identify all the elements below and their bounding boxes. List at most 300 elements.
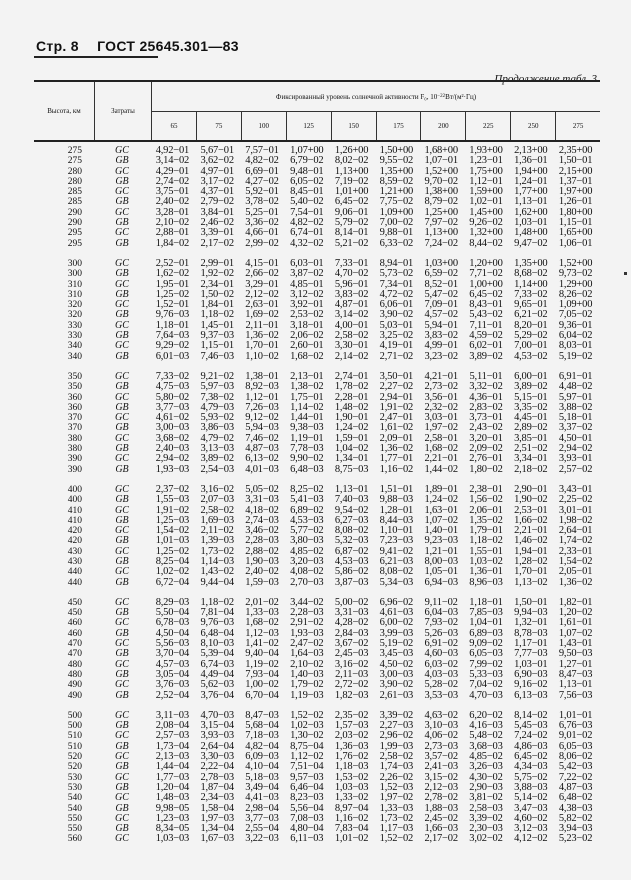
- value-cell: 2,15+00: [558, 165, 593, 177]
- value-cell: 4,97−01: [200, 165, 234, 177]
- altitude-cell: 290: [67, 218, 82, 229]
- value-cell: 1,09+00: [558, 299, 593, 311]
- value-cell: 3,49−04: [245, 781, 279, 793]
- value-cell: 8,25−02: [290, 483, 324, 495]
- value-cell: 1,07+00: [290, 145, 324, 156]
- value-cell: 3,88−03: [514, 781, 548, 793]
- value-cell: 2,94−02: [558, 443, 593, 455]
- value-cell: 1,29+00: [558, 278, 593, 290]
- value-cell: 2,58−02: [379, 751, 414, 763]
- value-cell: 1,04−02: [334, 443, 369, 455]
- value-cell: 2,35+00: [558, 145, 593, 156]
- value-cell: 3,99−03: [379, 627, 414, 639]
- value-cell: 1,76−02: [334, 751, 369, 763]
- cost-cell: GB: [115, 330, 129, 342]
- value-cell: 1,21−01: [424, 545, 458, 557]
- value-cell: 9,09−02: [469, 638, 503, 650]
- value-cell: 5,33−03: [469, 668, 503, 680]
- value-cell: 3,03−01: [424, 412, 458, 424]
- value-cell: 9,01−02: [558, 730, 593, 742]
- altitude-block: [34, 372, 600, 475]
- value-cell: 6,72−04: [155, 576, 190, 588]
- value-cell: 4,53−02: [514, 350, 548, 362]
- column-header-altitude: Высота, км: [34, 82, 95, 140]
- value-cell: 1,12−02: [290, 751, 324, 763]
- value-cell: 1,62+00: [514, 206, 548, 218]
- cost-cell: GB: [115, 720, 129, 732]
- altitude-cell: 360: [67, 392, 82, 403]
- value-cell: 1,92−02: [200, 268, 234, 280]
- cost-cell: GC: [115, 525, 129, 537]
- value-cell: 2,10−02: [290, 658, 324, 670]
- value-cell: 1,03−03: [334, 781, 369, 793]
- value-cell: 2,71−02: [379, 350, 414, 362]
- value-cell: 2,08−04: [155, 720, 190, 732]
- value-cell: 2,99−01: [200, 257, 234, 269]
- value-cell: 7,09−01: [424, 299, 458, 311]
- altitude-cell: 400: [67, 484, 82, 495]
- value-cell: 8,03−01: [558, 340, 593, 352]
- altitude-cell: 320: [67, 310, 82, 321]
- cost-cell: GC: [115, 340, 129, 352]
- value-cell: 8,26−02: [558, 288, 593, 300]
- value-cell: 7,08−03: [290, 812, 324, 824]
- value-cell: 1,77−03: [155, 771, 190, 783]
- value-cell: 6,79−02: [290, 155, 324, 167]
- value-cell: 8,14−02: [514, 709, 548, 721]
- altitude-block: [34, 598, 600, 701]
- value-cell: 4,03−03: [424, 668, 458, 680]
- value-cell: 9,94−03: [514, 607, 548, 619]
- cost-cell: GB: [115, 781, 129, 793]
- value-cell: 7,11−01: [469, 319, 503, 331]
- value-cell: 5,14−02: [514, 792, 548, 804]
- level-headers: [152, 112, 600, 140]
- value-cell: 2,35−02: [334, 709, 369, 721]
- value-cell: 1,07−02: [424, 514, 458, 526]
- value-cell: 7,51−04: [290, 761, 324, 773]
- value-cell: 8,08−02: [334, 525, 369, 537]
- value-cell: 2,22−04: [200, 761, 234, 773]
- value-cell: 3,30−01: [334, 340, 369, 352]
- value-cell: 3,15−04: [200, 720, 234, 732]
- value-cell: 6,59−02: [424, 268, 458, 280]
- value-cell: 9,70−02: [424, 175, 458, 187]
- value-cell: 1,82−03: [334, 689, 369, 701]
- value-cell: 1,13−01: [334, 483, 369, 495]
- altitude-cell: 280: [67, 166, 82, 177]
- value-cell: 5,15−01: [514, 391, 548, 403]
- value-cell: 7,85−03: [469, 607, 503, 619]
- value-cell: 3,62−02: [200, 155, 234, 167]
- value-cell: 1,73−02: [200, 545, 234, 557]
- value-cell: 1,61−02: [379, 422, 414, 434]
- value-cell: 3,80−03: [290, 535, 324, 547]
- value-cell: 5,94−03: [245, 422, 279, 434]
- value-cell: 4,92−01: [155, 145, 190, 156]
- value-cell: 1,05−01: [424, 566, 458, 578]
- altitude-cell: 550: [67, 813, 82, 824]
- value-cell: 1,97+00: [558, 186, 593, 198]
- value-cell: 4,61−03: [379, 607, 414, 619]
- cost-cell: GC: [115, 730, 129, 742]
- value-cell: 4,10−04: [245, 761, 279, 773]
- value-cell: 1,84−01: [200, 299, 234, 311]
- value-cell: 3,57−02: [424, 751, 458, 763]
- altitude-cell: 285: [67, 197, 82, 208]
- value-cell: 2,34−01: [200, 278, 234, 290]
- value-cell: 1,93−03: [290, 627, 324, 639]
- value-cell: 2,73−03: [424, 740, 458, 752]
- cost-cell: GB: [115, 196, 129, 208]
- column-group-header-solar-activity: [152, 82, 600, 112]
- value-cell: 1,13−01: [558, 679, 593, 691]
- value-cell: 1,21+00: [379, 186, 414, 198]
- value-cell: 6,45−02: [514, 751, 548, 763]
- value-cell: 1,48+00: [514, 227, 548, 239]
- value-cell: 3,87−03: [334, 576, 369, 588]
- value-cell: 1,44−04: [155, 761, 190, 773]
- value-cell: 6,94−03: [424, 576, 458, 588]
- value-cell: 2,74−02: [155, 175, 190, 187]
- value-cell: 3,89−02: [200, 453, 234, 465]
- value-cell: 3,00−03: [155, 422, 190, 434]
- value-cell: 4,79−03: [200, 401, 234, 413]
- table-row: [34, 239, 600, 249]
- altitude-cell: 450: [67, 597, 82, 608]
- value-cell: 1,35+00: [379, 165, 414, 177]
- altitude-block: [34, 485, 600, 588]
- value-cell: 3,88−02: [558, 401, 593, 413]
- value-cell: 4,06−02: [424, 730, 458, 742]
- altitude-cell: 275: [67, 146, 82, 156]
- value-cell: 2,99−02: [245, 237, 279, 249]
- value-cell: 8,96−03: [469, 576, 503, 588]
- value-cell: 9,36−01: [558, 319, 593, 331]
- value-cell: 4,86−03: [514, 740, 548, 752]
- value-cell: 1,77+00: [514, 186, 548, 198]
- value-cell: 2,28−03: [245, 535, 279, 547]
- altitude-cell: 540: [67, 793, 82, 804]
- value-cell: 1,68+00: [424, 145, 458, 156]
- value-cell: 2,06−02: [290, 330, 324, 342]
- value-cell: 5,77−02: [290, 525, 324, 537]
- value-cell: 2,76−01: [469, 453, 503, 465]
- value-cell: 1,44−01: [290, 412, 324, 424]
- value-cell: 3,01−01: [558, 504, 593, 516]
- value-cell: 7,19−02: [334, 175, 369, 187]
- value-cell: 2,94−02: [155, 453, 190, 465]
- value-cell: 1,48−02: [334, 401, 369, 413]
- value-cell: 1,91−02: [379, 401, 414, 413]
- value-cell: 9,73−02: [558, 268, 593, 280]
- value-cell: 2,55−04: [245, 823, 279, 835]
- value-cell: 3,90−02: [379, 309, 414, 321]
- value-cell: 1,52−02: [290, 709, 324, 721]
- value-cell: 3,15−02: [424, 771, 458, 783]
- value-cell: 3,93−01: [558, 453, 593, 465]
- cost-cell: GC: [115, 833, 129, 845]
- value-cell: 7,33−01: [334, 257, 369, 269]
- value-cell: 4,80−04: [290, 823, 324, 835]
- value-cell: 2,45−02: [424, 812, 458, 824]
- value-cell: 2,05−01: [558, 566, 593, 578]
- value-cell: 1,40−01: [424, 525, 458, 537]
- value-cell: 1,87−04: [200, 781, 234, 793]
- value-cell: 9,38−03: [290, 422, 324, 434]
- value-cell: 1,38+00: [424, 186, 458, 198]
- value-cell: 1,18−02: [200, 596, 234, 608]
- cost-cell: GB: [115, 288, 129, 300]
- value-cell: 1,70−01: [514, 566, 548, 578]
- table-continuation-label: Продолжение табл. 3: [494, 73, 597, 85]
- value-cell: 7,34−01: [379, 278, 414, 290]
- value-cell: 2,09−01: [379, 432, 414, 444]
- value-cell: 2,34−03: [200, 792, 234, 804]
- value-cell: 1,89−01: [424, 483, 458, 495]
- value-cell: 2,61−03: [379, 689, 414, 701]
- value-cell: 8,23−03: [290, 792, 324, 804]
- value-cell: 3,00−03: [379, 668, 414, 680]
- value-cell: 1,03−01: [514, 658, 548, 670]
- value-cell: 3,20−01: [469, 432, 503, 444]
- value-cell: 1,36−01: [514, 155, 548, 167]
- value-cell: 9,26−02: [469, 217, 503, 229]
- value-cell: 1,40−03: [290, 668, 324, 680]
- value-cell: 2,27−03: [379, 720, 414, 732]
- value-cell: 5,25−01: [245, 206, 279, 218]
- value-cell: 6,05−02: [290, 175, 324, 187]
- value-cell: 8,59−02: [379, 175, 414, 187]
- altitude-cell: 330: [67, 331, 82, 342]
- value-cell: 6,91−02: [424, 638, 458, 650]
- cost-cell: GB: [115, 761, 129, 773]
- value-cell: 2,13−01: [290, 370, 324, 382]
- value-cell: 9,40−04: [245, 648, 279, 660]
- value-cell: 2,96−02: [379, 730, 414, 742]
- value-cell: 4,01−03: [245, 463, 279, 475]
- value-cell: 4,36−01: [469, 391, 503, 403]
- value-cell: 2,40−03: [155, 443, 190, 455]
- value-cell: 2,13+00: [514, 145, 548, 156]
- value-cell: 1,36−02: [245, 330, 279, 342]
- value-cell: 6,09−03: [245, 751, 279, 763]
- cost-cell: GB: [115, 627, 129, 639]
- value-cell: 1,97−03: [200, 812, 234, 824]
- value-cell: 5,96−01: [334, 278, 369, 290]
- value-cell: 1,03+00: [424, 257, 458, 269]
- value-cell: 3,85−01: [514, 432, 548, 444]
- value-cell: 4,85−02: [290, 545, 324, 557]
- value-cell: 1,00+00: [469, 278, 503, 290]
- value-cell: 2,12−02: [245, 288, 279, 300]
- value-cell: 5,75−02: [514, 771, 548, 783]
- value-cell: 3,83−02: [334, 288, 369, 300]
- value-cell: 1,50−01: [514, 596, 548, 608]
- value-cell: 4,59−02: [469, 330, 503, 342]
- value-cell: 4,70−03: [469, 689, 503, 701]
- value-cell: 3,86−03: [200, 422, 234, 434]
- value-cell: 4,72−02: [379, 288, 414, 300]
- value-cell: 4,00−01: [334, 319, 369, 331]
- value-cell: 2,74−03: [245, 514, 279, 526]
- value-cell: 2,11−03: [335, 668, 369, 680]
- altitude-cell: 440: [67, 577, 82, 588]
- value-cell: 2,58−03: [469, 802, 503, 814]
- altitude-cell: 370: [67, 423, 82, 434]
- value-cell: 5,47−02: [424, 288, 458, 300]
- cost-cell: GB: [115, 576, 129, 588]
- value-cell: 4,82−02: [245, 155, 279, 167]
- value-cell: 3,81−02: [469, 792, 503, 804]
- value-cell: 5,00−02: [334, 596, 369, 608]
- value-cell: 1,10−01: [379, 525, 414, 537]
- value-cell: 1,13−01: [514, 196, 548, 208]
- value-cell: 1,20+00: [469, 257, 503, 269]
- group-header-text: Фиксированный уровень солнечной активности F₀, 10: [275, 92, 438, 101]
- value-cell: 7,83−04: [334, 823, 369, 835]
- altitude-cell: 480: [67, 669, 82, 680]
- value-cell: 4,61−02: [155, 412, 190, 424]
- value-cell: 9,06−01: [334, 206, 369, 218]
- value-cell: 5,32−03: [334, 535, 369, 547]
- value-cell: 4,53−03: [290, 514, 324, 526]
- value-cell: 2,83−02: [469, 401, 503, 413]
- value-cell: 1,52−03: [379, 781, 414, 793]
- value-cell: 6,48−04: [200, 627, 234, 639]
- value-cell: 6,06−01: [379, 299, 414, 311]
- cost-cell: GB: [115, 155, 129, 167]
- value-cell: 8,34−05: [155, 823, 190, 835]
- value-cell: 1,75−01: [290, 391, 324, 403]
- value-cell: 1,97−02: [424, 422, 458, 434]
- value-cell: 7,77−03: [514, 648, 548, 660]
- value-cell: 6,03−01: [290, 257, 324, 269]
- value-cell: 1,57−03: [334, 720, 369, 732]
- value-cell: 2,17−02: [424, 833, 458, 845]
- value-cell: 1,55−03: [155, 494, 190, 506]
- value-cell: 9,16−02: [514, 679, 548, 691]
- value-cell: 3,16−02: [334, 658, 369, 670]
- column-header-cost: Затраты: [95, 82, 152, 140]
- value-cell: 5,68−04: [245, 720, 279, 732]
- value-cell: 2,94−01: [379, 391, 414, 403]
- value-cell: 2,52−04: [155, 689, 190, 701]
- value-cell: 4,79−02: [200, 432, 234, 444]
- value-cell: 1,14−02: [290, 401, 324, 413]
- value-cell: 5,19−02: [379, 638, 414, 650]
- value-cell: 3,45−03: [379, 648, 414, 660]
- value-cell: 1,19−03: [290, 689, 324, 701]
- altitude-cell: 420: [67, 526, 82, 537]
- value-cell: 6,21−03: [379, 555, 414, 567]
- altitude-cell: 490: [67, 690, 82, 701]
- value-cell: 2,64−01: [558, 525, 593, 537]
- cost-cell: GC: [115, 812, 129, 824]
- value-cell: 1,62−02: [155, 268, 190, 280]
- value-cell: 1,95−01: [155, 278, 190, 290]
- value-cell: 6,70−04: [245, 689, 279, 701]
- value-cell: 6,46−04: [290, 781, 324, 793]
- value-cell: 4,12−02: [514, 833, 548, 845]
- altitude-cell: 500: [67, 710, 82, 721]
- value-cell: 8,00−03: [424, 555, 458, 567]
- cost-cell: GB: [115, 740, 129, 752]
- value-cell: 1,68−02: [245, 617, 279, 629]
- value-cell: 2,30−03: [469, 823, 503, 835]
- value-cell: 1,25−02: [155, 288, 190, 300]
- value-cell: 3,26−03: [469, 761, 503, 773]
- table-row: [34, 578, 600, 588]
- altitude-cell: 310: [67, 279, 82, 290]
- value-cell: 1,52+00: [424, 165, 458, 177]
- value-cell: 7,97−02: [424, 217, 458, 229]
- value-cell: 7,64−03: [155, 330, 190, 342]
- cost-cell: GB: [115, 217, 129, 229]
- value-cell: 1,15−01: [200, 340, 234, 352]
- value-cell: 1,90−03: [245, 555, 279, 567]
- value-cell: 1,74−03: [379, 761, 414, 773]
- altitude-cell: 500: [67, 721, 82, 732]
- value-cell: 3,37−02: [558, 422, 593, 434]
- cost-cell: GC: [115, 206, 129, 218]
- value-cell: 3,13−03: [200, 443, 234, 455]
- cost-cell: GC: [115, 453, 129, 465]
- value-cell: 1,73−02: [379, 812, 414, 824]
- cost-cell: GB: [115, 381, 129, 393]
- value-cell: 2,74−01: [334, 370, 369, 382]
- value-cell: 3,84−01: [200, 206, 234, 218]
- value-cell: 1,26+00: [334, 145, 369, 156]
- value-cell: 3,39−01: [200, 227, 234, 239]
- value-cell: 1,99−03: [379, 740, 414, 752]
- altitude-cell: 420: [67, 536, 82, 547]
- cost-cell: GB: [115, 514, 129, 526]
- column-header-level: 200: [421, 112, 466, 140]
- value-cell: 2,11−01: [245, 319, 279, 331]
- altitude-cell: 295: [67, 238, 82, 249]
- value-cell: 1,88−03: [424, 802, 458, 814]
- cost-cell: GB: [115, 648, 129, 660]
- altitude-cell: 530: [67, 782, 82, 793]
- value-cell: 8,94−01: [379, 257, 414, 269]
- value-cell: 1,73−04: [155, 740, 190, 752]
- value-cell: 5,40−02: [290, 196, 324, 208]
- altitude-cell: 295: [67, 228, 82, 239]
- value-cell: 2,57−02: [558, 463, 593, 475]
- margin-mark: [624, 272, 627, 275]
- value-cell: 6,78−03: [155, 617, 190, 629]
- altitude-cell: 560: [67, 834, 82, 845]
- value-cell: 1,44−02: [424, 463, 458, 475]
- value-cell: 4,82−02: [290, 217, 324, 229]
- value-cell: 3,32−02: [469, 381, 503, 393]
- value-cell: 1,27−01: [558, 658, 593, 670]
- table-row: [34, 465, 600, 475]
- value-cell: 2,58−02: [200, 504, 234, 516]
- value-cell: 1,12−01: [245, 391, 279, 403]
- value-cell: 2,43−02: [469, 422, 503, 434]
- altitude-cell: 410: [67, 515, 82, 526]
- value-cell: 1,23−01: [469, 155, 503, 167]
- value-cell: 5,82−02: [558, 812, 593, 824]
- value-cell: 3,77−03: [155, 401, 190, 413]
- value-cell: 9,41−02: [379, 545, 414, 557]
- value-cell: 4,87−03: [558, 781, 593, 793]
- value-cell: 2,40−02: [155, 196, 190, 208]
- value-cell: 5,93−02: [200, 412, 234, 424]
- value-cell: 2,47−01: [379, 412, 414, 424]
